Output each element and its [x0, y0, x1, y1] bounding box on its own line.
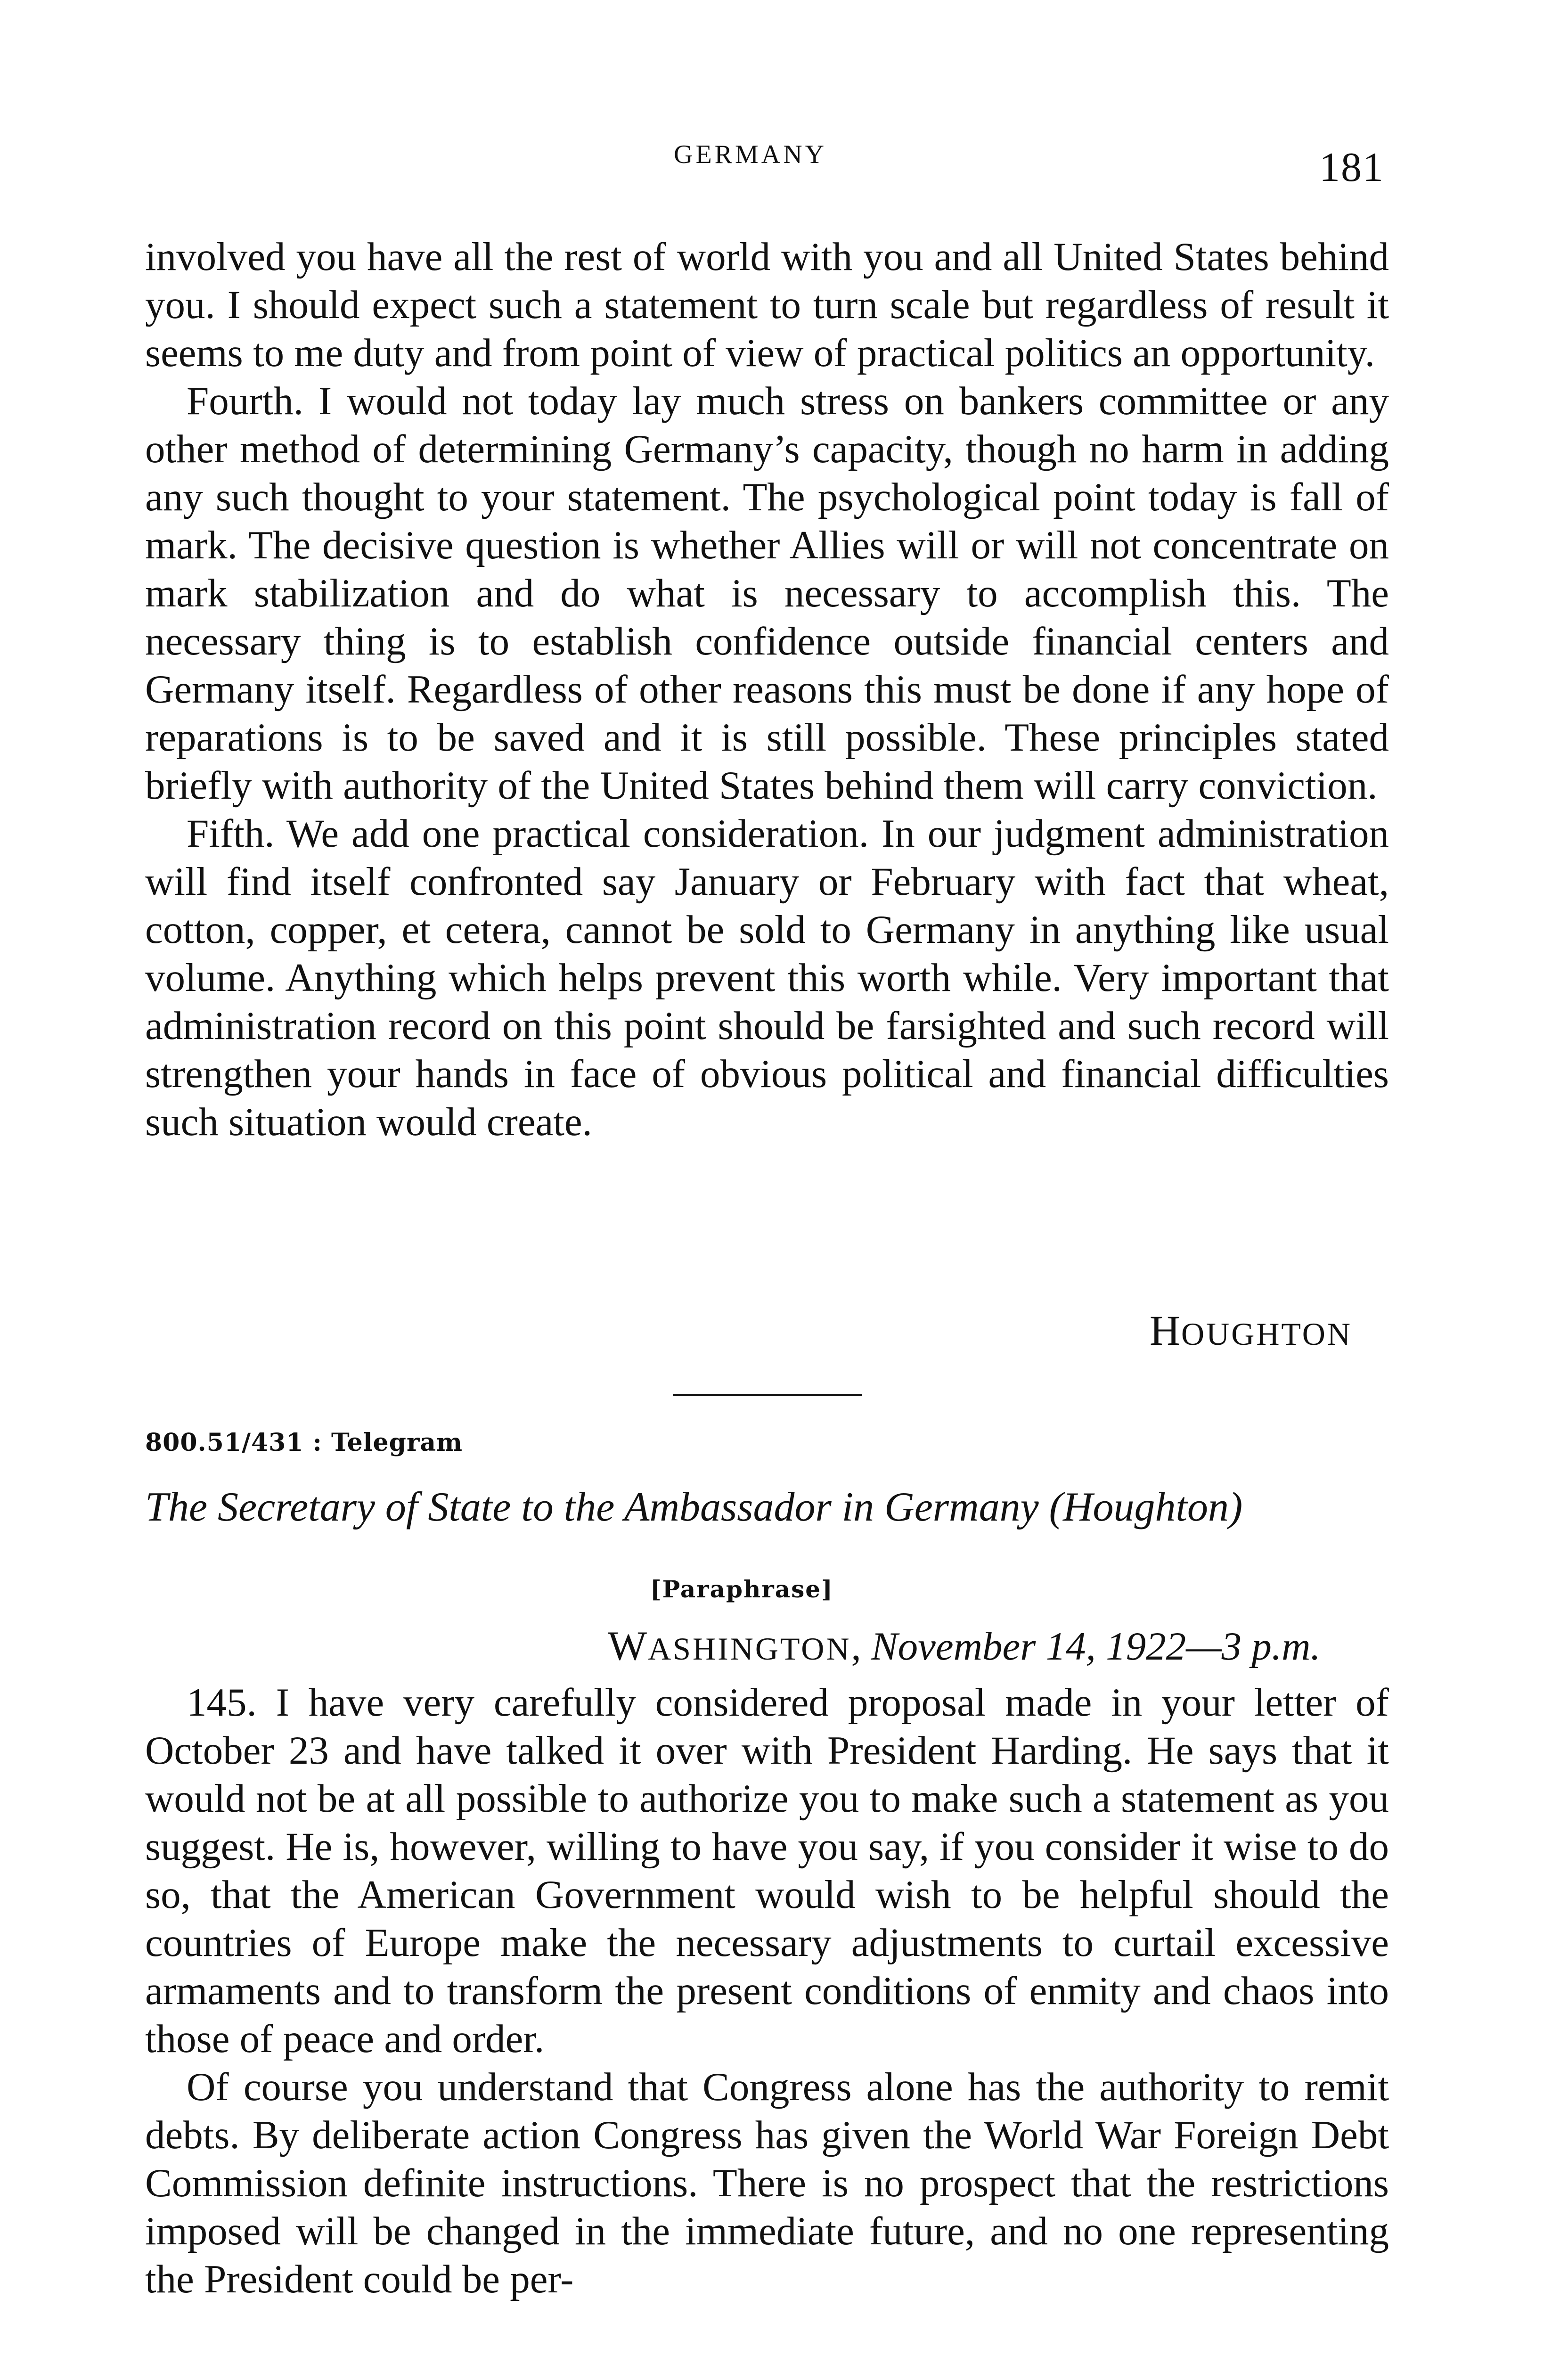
running-title: GERMANY — [674, 140, 827, 169]
dateline-place: ASHINGTON — [648, 1631, 851, 1667]
dateline: WASHINGTON, November 14, 1922—3 p.m. — [608, 1623, 1321, 1669]
paragraph-continuation: involved you have all the rest of world with you and all United States behind you. I should expect such a statement to turn scale but regardless of result it seems to me duty and from point of view of practical politics an opportunity. — [145, 235, 1389, 375]
paragraph-145: 145. I have very carefully considered proposal made in your letter of October 23 and have talked it over with President Harding. He says that it would not be at all possible to authorize you to make such a statement as you suggest. He is, however, willing to have you say, if you consider it wise to do so, that the American Government would wish to be helpful should the countries of Europe make the necessary adjustments to curtail excessive armaments and to transform the present conditions of enmity and chaos into those of peace and order. — [145, 1680, 1389, 2061]
section-divider — [673, 1394, 862, 1396]
document-body — [145, 1678, 1389, 2303]
telegram-body — [145, 233, 1389, 1146]
dateline-place-initial: W — [608, 1623, 648, 1669]
paragraph-fourth: Fourth. I would not today lay much stress on bankers committee or any other method of determining Germany’s capacity, though no harm in adding any such thought to your statement. The psychological point today is fall of mark. The decisive question is whether Allies will or will not concentrate on mark stabilization and do what is necessary to accomplish this. The necessary thing is to establish confidence outside financial centers and Germany itself. Regardless of other reasons this must be done if any hope of reparations is to be saved and it is still possible. These principles stated briefly with authority of the United States behind them will carry conviction. — [145, 379, 1389, 808]
paragraph-congress: Of course you understand that Congress alone has the authority to remit debts. By deliberate action Congress has given the World War Foreign Debt Commission definite instructions. There is no prospect that the restrictions imposed will be changed in the immediate future, and no one representing the President could be per- — [145, 2065, 1389, 2301]
signature-initial: H — [1150, 1308, 1181, 1354]
paraphrase-note: [Paraphrase] — [650, 1575, 833, 1603]
paragraph-fifth: Fifth. We add one practical consideration. In our judgment administration will find itself confronted say January or February with fact that wheat, cotton, copper, et cetera, cannot be sold to Germany in anything like usual volume. Anything which helps prevent this worth while. Very important that administration record on this point should be farsighted and such record will strengthen your hands in face of obvious political and financial difficulties such situation would create. — [145, 811, 1389, 1144]
file-reference: 800.51/431 : Telegram — [145, 1428, 463, 1457]
signature — [1150, 1310, 1352, 1352]
dateline-date: November 14, 1922—3 p.m. — [871, 1624, 1321, 1669]
document-heading: The Secretary of State to the Ambassador in Germany (Houghton) — [145, 1484, 1243, 1530]
signature-rest: OUGHTON — [1181, 1316, 1352, 1352]
page-number: 181 — [1319, 145, 1384, 190]
